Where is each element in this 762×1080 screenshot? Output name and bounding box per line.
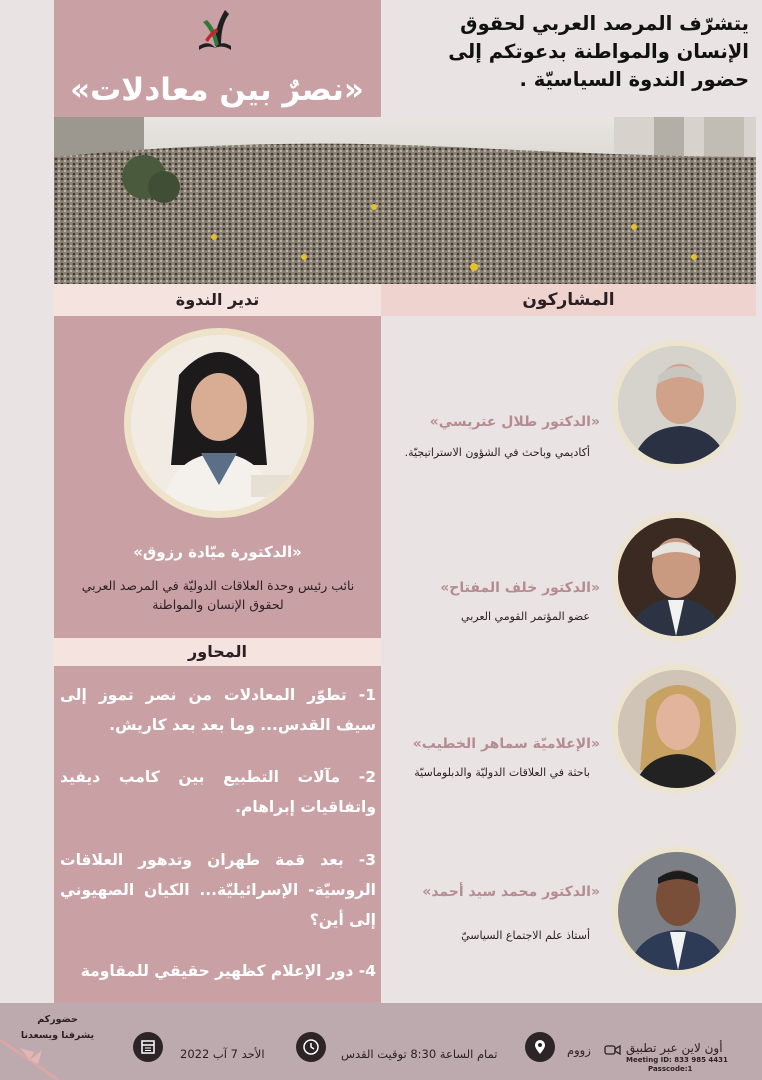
invitation-text: يتشرّف المرصد العربي لحقوق الإنسان والمواطنة بدعوتكم إلى حضور الندوة السياسيّة .: [448, 12, 749, 91]
moderator-role: نائب رئيس وحدة العلاقات الدوليّة في المرصد العربي لحقوق الإنسان والمواطنة: [81, 578, 355, 612]
axis-item-4: 4- دور الإعلام كظهير حقيقي للمقاومة: [80, 962, 376, 980]
participant-photo-4: [612, 846, 742, 976]
moderator-label: تدير الندوة: [175, 290, 260, 309]
platform-name: زووم: [567, 1043, 591, 1057]
axis-item-1: 1- تطوّر المعادلات من نصر تموز إلى سيف القدس... وما بعد بعد كاريش.: [60, 686, 376, 734]
calendar-icon: [133, 1032, 163, 1062]
participant-role-1: أكاديمي وباحث في الشؤون الاستراتيجيّة.: [404, 446, 590, 459]
participant-name-3: «الإعلاميّة سماهر الخطيب»: [412, 736, 600, 752]
axes-label: المحاور: [188, 642, 247, 661]
moderator-photo: [124, 328, 314, 518]
video-camera-icon: [604, 1042, 622, 1056]
participant-name-2: «الدكتور خلف المفتاح»: [440, 580, 600, 596]
meeting-passcode: Passcode:1: [648, 1065, 693, 1073]
participant-role-4: أستاذ علم الاجتماع السياسيّ: [461, 929, 590, 942]
participant-name-4: «الدكتور محمد سيد أحمد»: [422, 884, 600, 900]
meeting-credentials: [626, 1056, 728, 1074]
location-pin-icon: [525, 1032, 555, 1062]
event-title: «نصرٌ بين معادلات»: [70, 72, 364, 108]
online-via-app: أون لاين عبر تطبيق: [626, 1041, 723, 1055]
event-date: الأحد 7 آب 2022: [180, 1047, 265, 1061]
event-time: تمام الساعة 8:30 توقيت القدس: [341, 1047, 498, 1061]
crowd-photo: [54, 117, 756, 284]
participant-photo-3: [612, 664, 742, 794]
observatory-logo: [185, 6, 245, 68]
participant-role-3: باحثة في العلاقات الدوليّة والدبلوماسيّة: [414, 766, 590, 779]
axis-item-2: 2- مآلات التطبيع بين كامب ديفيد واتفاقيات إبراهام.: [60, 768, 376, 816]
welcome-text: حضوركم يشرفنا ويسعدنا: [20, 1014, 95, 1041]
moderator-name: «الدكتورة ميّادة رزوق»: [133, 543, 302, 561]
participants-label: المشاركون: [522, 290, 615, 310]
participant-name-1: «الدكتور طلال عتريسي»: [429, 414, 600, 430]
clock-icon: [296, 1032, 326, 1062]
participant-photo-1: [612, 340, 742, 470]
meeting-id: Meeting ID: 833 985 4431: [626, 1056, 728, 1064]
ribbon-decoration: [0, 1030, 60, 1080]
axis-item-3: 3- بعد قمة طهران وتدهور العلاقات الروسيّة- الإسرائيليّة... الكيان الصهيوني إلى أين؟: [60, 851, 376, 929]
participant-photo-2: [612, 512, 742, 642]
participant-role-2: عضو المؤتمر القومي العربي: [461, 610, 590, 623]
